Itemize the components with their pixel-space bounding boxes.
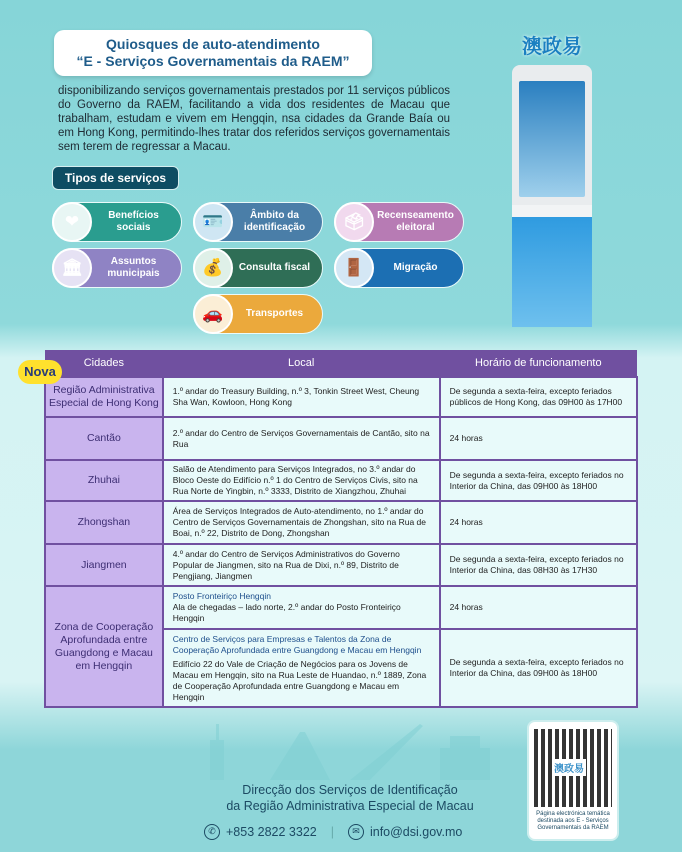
service-transportes: 🚗 Transportes: [193, 294, 323, 334]
local-cell: 4.º andar do Centro de Serviços Administrativos do Governo Popular de Jiangmen, sito na Rua de Dixi, n.º 89, Distrito de Pengjiang, Jiangmen: [163, 544, 440, 586]
hours-cell: De segunda a sexta-feira, excepto feriados públicos de Hong Kong, das 09H00 às 17H00: [440, 377, 637, 417]
org-line-2: da Região Administrativa Especial de Macau: [226, 799, 474, 813]
title-line-1: Quiosques de auto-atendimento: [106, 36, 320, 52]
service-migracao: 🚪 Migração: [334, 248, 464, 288]
hours-cell: De segunda a sexta-feira, excepto feriados no Interior da China, das 09H00 às 18H00: [440, 629, 637, 707]
local-cell: Área de Serviços Integrados de Auto-atendimento, no 1.º andar do Centro de Serviços Governamentais de Zhongshan, sito na Rua de Boai, n.º 22, Distrito de Dong, Zhongshan: [163, 501, 440, 544]
table-row: [45, 501, 637, 544]
table-row: [45, 377, 637, 417]
phone-number[interactable]: +853 2822 3322: [226, 825, 317, 839]
local-cell: [163, 629, 440, 707]
table-row: [45, 460, 637, 501]
qr-logo: 澳政易: [552, 759, 586, 776]
id-card-icon: 🪪: [193, 202, 233, 242]
organization-name: [200, 782, 500, 814]
location-subtitle: Centro de Serviços para Empresas e Talentos da Zona de Cooperação Aprofundada entre Guangdong e Macau em Hengqin: [172, 633, 422, 655]
hours-cell: 24 horas: [440, 586, 637, 629]
table-header: [45, 350, 637, 377]
kiosk-screen: [512, 65, 592, 205]
service-beneficios-sociais: ❤ Benefícios sociais: [52, 202, 182, 242]
city-cell: Zona de Cooperação Aprofundada entre Guangdong e Macau em Hengqin: [45, 586, 163, 707]
hours-cell: De segunda a sexta-feira, excepto feriados no Interior da China, das 09H00 às 18H00: [440, 460, 637, 501]
macau-skyline-illustration: [150, 716, 520, 780]
column-header-cities: Cidades: [45, 350, 163, 377]
locations-table: [44, 350, 638, 708]
qr-caption: Página electrónica temática destinada aos E - Serviços Governamentais da RAEM: [536, 811, 610, 831]
kiosk-illustration: [508, 30, 596, 330]
local-cell: [163, 586, 440, 629]
phone-icon: ✆: [204, 824, 220, 840]
table-row: [45, 417, 637, 460]
table-row: [45, 544, 637, 586]
hours-cell: De segunda a sexta-feira, excepto feriados no Interior da China, das 08H30 às 17H30: [440, 544, 637, 586]
city-cell: Cantão: [45, 417, 163, 460]
car-icon: 🚗: [193, 294, 233, 334]
location-address: Edifício 22 do Vale de Criação de Negócios para os Jovens de Macau em Hengqin, sito na Rua Leste de Huandao, n.º 1889, Zona de Cooperação Aprofundada entre Guangdong e Macau em Hengqin: [172, 658, 427, 702]
column-header-hours: Horário de funcionamento: [440, 350, 637, 377]
local-cell: 1.º andar do Treasury Building, n.º 3, Tonkin Street West, Cheung Sha Wan, Kowloon, Hong Kong: [163, 377, 440, 417]
building-icon: 🏛: [52, 248, 92, 288]
intro-text: disponibilizando serviços governamentais prestados por 11 serviços públicos do Governo da RAEM, facilitando a vida dos residentes de Macau que trabalham, estudam e vivem em Hengqin, nsa cidades da Grande Baía ou em Hong Kong, permitindo-lhes tratar dos referidos serviços governamentais sem terem de regressar a Macau.: [58, 85, 450, 153]
service-recenseamento: 🗳 Recenseamento eleitoral: [334, 202, 464, 242]
column-header-local: Local: [163, 350, 440, 377]
city-cell: Região Administrativa Especial de Hong Kong: [45, 377, 163, 417]
hours-cell: 24 horas: [440, 501, 637, 544]
title-line-2: “E - Serviços Governamentais da RAEM”: [76, 53, 350, 69]
new-badge: Nova: [18, 360, 62, 384]
qr-code-card[interactable]: [527, 720, 619, 841]
contact-info: [204, 824, 462, 840]
city-cell: Zhuhai: [45, 460, 163, 501]
page-title: [54, 30, 372, 76]
table-row: [45, 586, 637, 629]
gate-icon: 🚪: [334, 248, 374, 288]
service-identificacao: 🪪 Âmbito da identificação: [193, 202, 323, 242]
hand-heart-icon: ❤: [52, 202, 92, 242]
city-cell: Zhongshan: [45, 501, 163, 544]
org-line-1: Direcção dos Serviços de Identificação: [242, 783, 458, 797]
location-address: Ala de chegadas – lado norte, 2.º andar do Posto Fronteiriço Hengqin: [172, 602, 401, 623]
city-cell: Jiangmen: [45, 544, 163, 586]
email-link[interactable]: info@dsi.gov.mo: [369, 825, 463, 839]
ballot-icon: 🗳: [334, 202, 374, 242]
kiosk-body: [512, 217, 592, 327]
location-subtitle: Posto Fronteiriço Hengqin: [172, 591, 272, 601]
divider: |: [330, 825, 334, 839]
services-heading: Tipos de serviços: [52, 166, 179, 190]
email-icon: ✉: [348, 824, 364, 840]
money-bag-icon: 💰: [193, 248, 233, 288]
service-consulta-fiscal: 💰 Consulta fiscal: [193, 248, 323, 288]
qr-code[interactable]: [534, 729, 612, 807]
hours-cell: 24 horas: [440, 417, 637, 460]
kiosk-logo: 澳政易: [522, 36, 582, 58]
local-cell: 2.º andar do Centro de Serviços Governamentais de Cantão, sito na Rua: [163, 417, 440, 460]
service-assuntos-municipais: 🏛 Assuntos municipais: [52, 248, 182, 288]
local-cell: Salão de Atendimento para Serviços Integrados, no 3.º andar do Bloco Oeste do Edifício n.º 1 do Centro de Serviços Civis, sito na Rua Norte de Yingbin, n.º 3333, Distrito de Xiangzhou, Zhuhai: [163, 460, 440, 501]
